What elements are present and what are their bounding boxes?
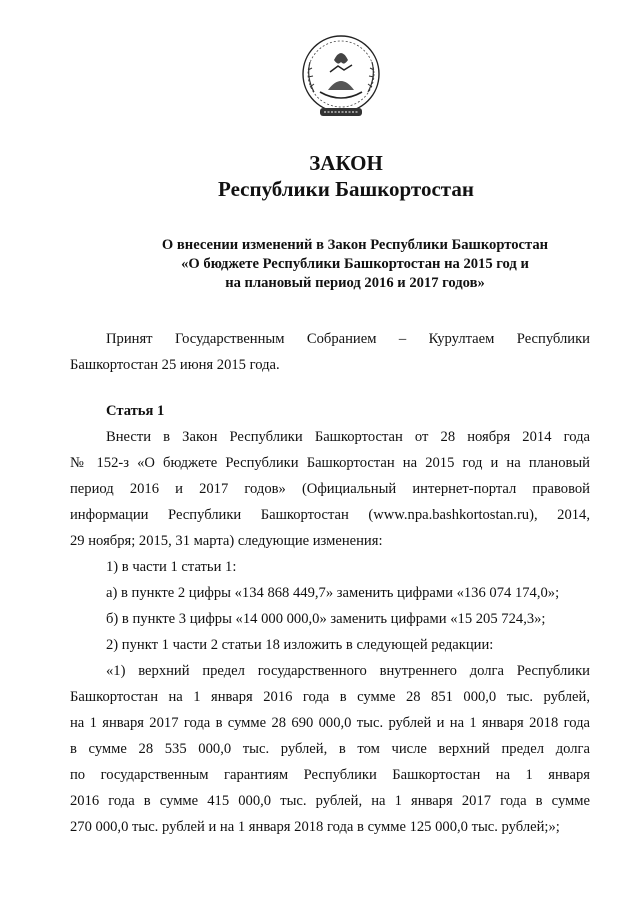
subject-line: «О бюджете Республики Башкортостан на 2015 год и xyxy=(181,256,529,272)
quote-line: Башкортостан на 1 января 2016 года в сумме 28 851 000,0 тыс. рублей, xyxy=(70,689,590,705)
paragraph-line: Внести в Закон Республики Башкортостан от 28 ноября 2014 года xyxy=(106,429,590,445)
quote-line: по государственным гарантиям Республики Башкортостан на 1 января xyxy=(70,767,590,783)
paragraph-line: № 152-з «О бюджете Республики Башкортостан на 2015 год и на плановый xyxy=(70,455,590,471)
quote-line: «1) верхний предел государственного внутреннего долга Республики xyxy=(106,663,590,679)
subject-line: О внесении изменений в Закон Республики Башкортостан xyxy=(161,237,549,253)
item-1a: а) в пункте 2 цифры «134 868 449,7» заменить цифрами «136 074 174,0»; xyxy=(106,585,560,601)
coat-of-arms-emblem xyxy=(298,32,384,122)
paragraph-line: информации Республики Башкортостан (www.npa.bashkortostan.ru), 2014, xyxy=(70,507,590,523)
adoption-note xyxy=(70,326,590,378)
subject-line: на плановый период 2016 и 2017 годов» xyxy=(225,275,485,291)
adoption-line: Башкортостан 25 июня 2015 года. xyxy=(70,357,280,373)
article-1 xyxy=(70,398,590,840)
quote-line: в сумме 28 535 000,0 тыс. рублей, в том числе верхний предел долга xyxy=(70,741,590,757)
quote-line: 2016 года в сумме 415 000,0 тыс. рублей, на 1 января 2017 года в сумме xyxy=(70,793,590,809)
item-1: 1) в части 1 статьи 1: xyxy=(106,559,237,575)
paragraph-line: 29 ноября; 2015, 31 марта) следующие изменения: xyxy=(70,533,383,549)
adoption-line: Принят Государственным Собранием – Курултаем Республики xyxy=(106,331,590,347)
law-title-republic: Республики Башкортостан xyxy=(218,177,474,201)
quote-line: на 1 января 2017 года в сумме 28 690 000,0 тыс. рублей и на 1 января 2018 года xyxy=(70,715,590,731)
quote-line: 270 000,0 тыс. рублей и на 1 января 2018 года в сумме 125 000,0 тыс. рублей;»; xyxy=(70,819,560,835)
law-title: ЗАКОН xyxy=(309,151,383,175)
paragraph-line: период 2016 и 2017 годов» (Официальный интернет-портал правовой xyxy=(70,481,590,497)
item-1b: б) в пункте 3 цифры «14 000 000,0» заменить цифрами «15 205 724,3»; xyxy=(106,611,546,627)
article-heading: Статья 1 xyxy=(106,403,165,419)
item-2: 2) пункт 1 части 2 статьи 18 изложить в следующей редакции: xyxy=(106,637,494,653)
law-subject xyxy=(118,236,592,293)
